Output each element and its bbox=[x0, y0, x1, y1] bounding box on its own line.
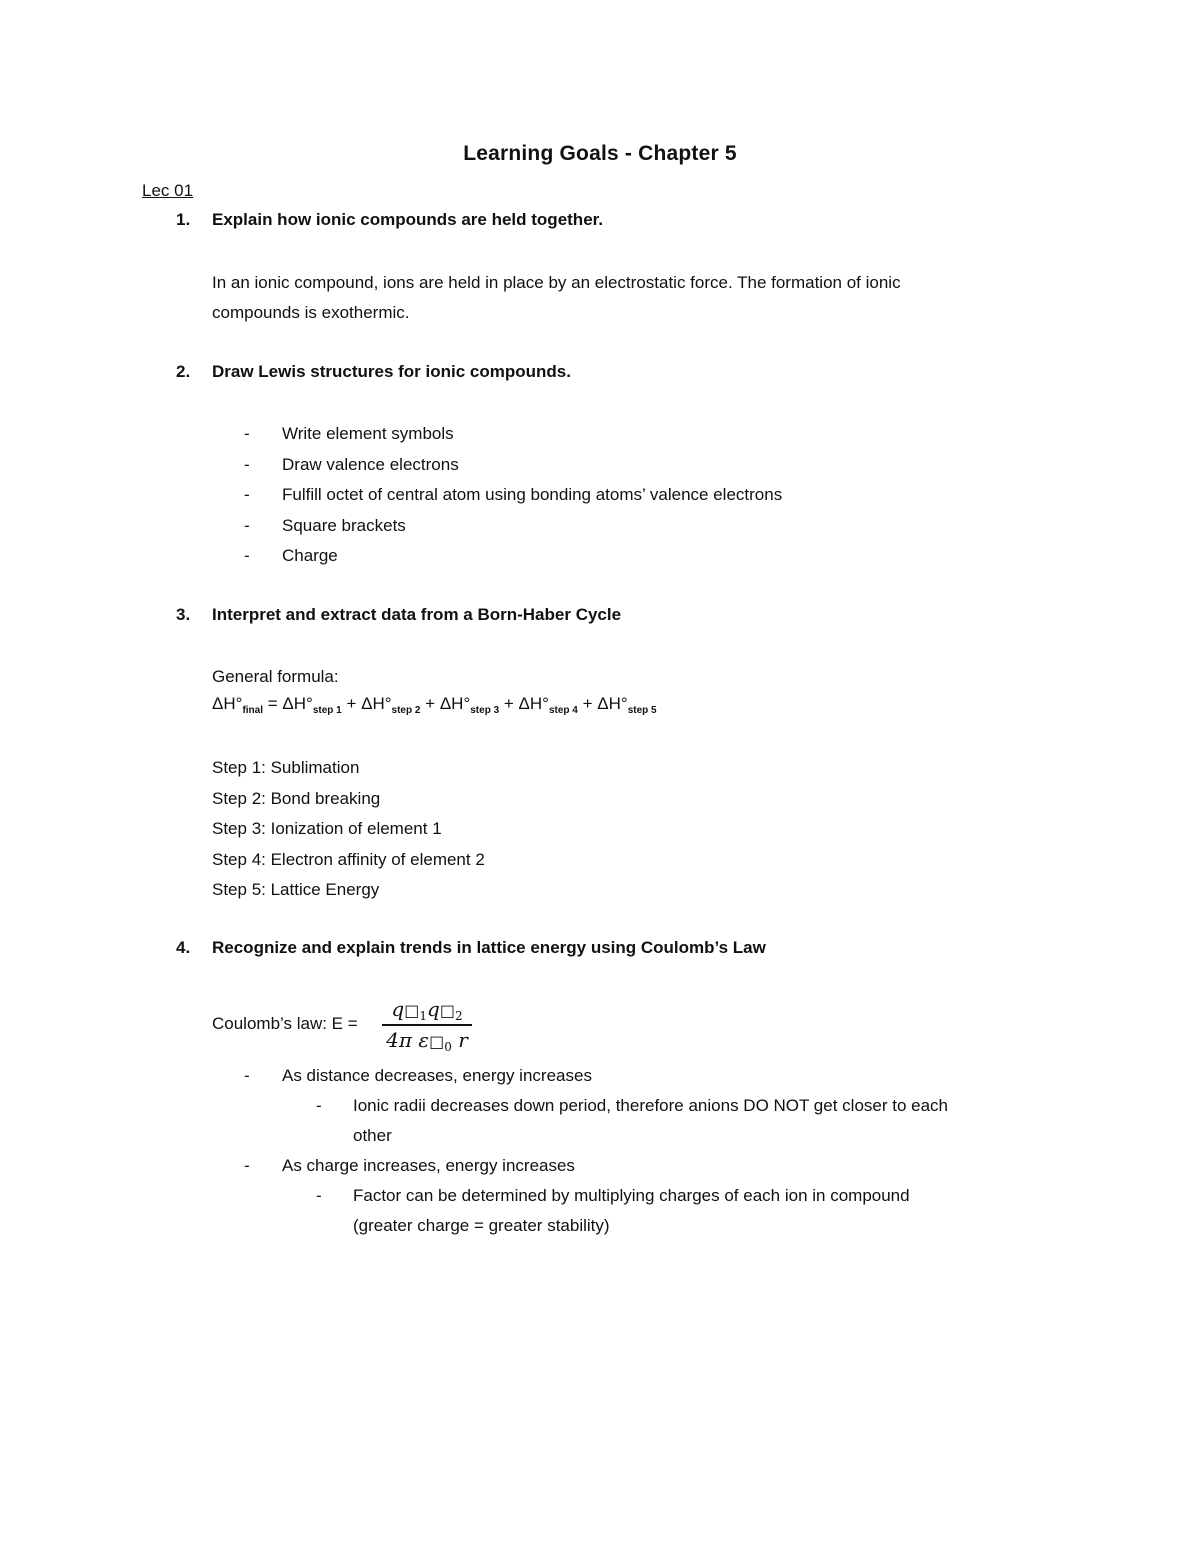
formula-sub: step 1 bbox=[312, 705, 342, 716]
list-item bbox=[244, 541, 782, 572]
list-item-text: Square brackets bbox=[282, 515, 406, 535]
list-item: Step 2: Bond breaking bbox=[212, 788, 381, 808]
list-item bbox=[244, 1061, 592, 1092]
subbullet-line: other bbox=[353, 1126, 392, 1145]
coulomb-subbullet-1 bbox=[316, 1091, 1056, 1151]
list-item bbox=[244, 480, 782, 511]
goal-text: Draw Lewis structures for ionic compounds. bbox=[212, 362, 571, 381]
var-r: r bbox=[458, 1027, 468, 1052]
coulomb-label: Coulomb’s law: E = bbox=[212, 1014, 358, 1033]
fraction-denominator bbox=[382, 1028, 472, 1054]
subbullet-line: (greater charge = greater stability) bbox=[353, 1216, 610, 1235]
list-item: Step 1: Sublimation bbox=[212, 758, 360, 777]
goal-number: 3. bbox=[176, 605, 191, 624]
list-item bbox=[244, 1151, 575, 1182]
lewis-steps-list bbox=[244, 419, 782, 572]
formula-term: ΔH° bbox=[282, 694, 313, 713]
goal-text: Recognize and explain trends in lattice energy using Coulomb’s Law bbox=[212, 938, 766, 957]
formula-sub: step 5 bbox=[627, 705, 657, 716]
subscript: 0 bbox=[444, 1039, 452, 1054]
goal-text: Interpret and extract data from a Born-Haber Cycle bbox=[212, 605, 622, 624]
formula-lhs: ΔH° bbox=[212, 694, 243, 713]
list-item bbox=[244, 450, 782, 481]
page-title: Learning Goals - Chapter 5 bbox=[463, 142, 737, 165]
formula-eq: = bbox=[263, 694, 283, 713]
coulomb-bullet-2 bbox=[244, 1151, 575, 1182]
formula-plus: + bbox=[499, 694, 519, 713]
goal-4-heading bbox=[176, 938, 766, 958]
goal-number: 2. bbox=[176, 362, 191, 381]
dash-marker: - bbox=[316, 1186, 322, 1205]
formula-term: ΔH° bbox=[361, 694, 392, 713]
subbullet-line: Ionic radii decreases down period, therefore anions DO NOT get closer to each bbox=[353, 1096, 948, 1115]
list-item-text: Charge bbox=[282, 546, 338, 565]
goal-2-heading bbox=[176, 362, 571, 382]
dash-marker: - bbox=[244, 454, 250, 474]
fraction-numerator bbox=[382, 997, 472, 1023]
paragraph-line: compounds is exothermic. bbox=[212, 303, 410, 322]
list-item-text: As charge increases, energy increases bbox=[282, 1156, 575, 1175]
goal-3-heading bbox=[176, 605, 621, 625]
lecture-label: Lec 01 bbox=[142, 181, 194, 200]
list-item-text: Write element symbols bbox=[282, 424, 454, 443]
formula-sub: step 3 bbox=[470, 705, 500, 716]
formula-label: General formula: bbox=[212, 667, 339, 686]
formula-term: ΔH° bbox=[518, 694, 549, 713]
subbullet-line: Factor can be determined by multiplying charges of each ion in compound bbox=[353, 1186, 910, 1205]
formula-sub: step 2 bbox=[391, 705, 421, 716]
list-item-text: Fulfill octet of central atom using bonding atoms’ valence electrons bbox=[282, 485, 783, 504]
goal-number: 4. bbox=[176, 938, 191, 957]
dash-marker: - bbox=[244, 515, 250, 535]
coulomb-subbullet-2 bbox=[316, 1181, 1056, 1241]
list-item-text: As distance decreases, energy increases bbox=[282, 1066, 592, 1085]
fraction-bar bbox=[382, 1024, 472, 1026]
goal-number: 1. bbox=[176, 210, 191, 229]
formula-plus: + bbox=[577, 694, 598, 713]
dash-marker: - bbox=[244, 546, 250, 565]
subscript: 2 bbox=[454, 1009, 463, 1023]
const-four: 4 bbox=[386, 1027, 399, 1052]
list-item bbox=[244, 419, 782, 450]
goal-1-paragraph bbox=[212, 268, 1062, 328]
list-item bbox=[244, 511, 782, 542]
dash-marker: - bbox=[316, 1096, 322, 1115]
formula-sub: final bbox=[242, 705, 263, 716]
paragraph-line: In an ionic compound, ions are held in place by an electrostatic force. The formation of ionic bbox=[212, 273, 901, 292]
placeholder-box: □ bbox=[439, 1001, 455, 1020]
dash-marker: - bbox=[244, 1066, 250, 1085]
born-haber-steps bbox=[212, 753, 485, 906]
goal-1-heading bbox=[176, 210, 603, 230]
const-pi: π bbox=[398, 1027, 413, 1052]
formula-term: ΔH° bbox=[597, 694, 628, 713]
list-item-text: Draw valence electrons bbox=[282, 454, 459, 474]
list-item: Step 3: Ionization of element 1 bbox=[212, 819, 442, 838]
var-q: q bbox=[391, 997, 405, 1021]
born-haber-formula bbox=[212, 694, 657, 716]
subscript: 1 bbox=[419, 1009, 427, 1023]
formula-plus: + bbox=[341, 694, 362, 713]
var-q: q bbox=[427, 997, 440, 1021]
dash-marker: - bbox=[244, 1156, 250, 1175]
var-epsilon: ε bbox=[418, 1027, 430, 1052]
formula-plus: + bbox=[420, 694, 440, 713]
formula-term: ΔH° bbox=[439, 694, 471, 713]
dash-marker: - bbox=[244, 424, 250, 443]
dash-marker: - bbox=[244, 485, 250, 504]
coulomb-fraction bbox=[382, 997, 472, 1054]
coulomb-bullet-1 bbox=[244, 1061, 592, 1092]
placeholder-box: □ bbox=[404, 1001, 420, 1020]
formula-sub: step 4 bbox=[548, 705, 578, 716]
placeholder-box: □ bbox=[429, 1031, 445, 1051]
goal-text: Explain how ionic compounds are held together. bbox=[212, 210, 604, 229]
list-item: Step 5: Lattice Energy bbox=[212, 880, 380, 899]
list-item: Step 4: Electron affinity of element 2 bbox=[212, 849, 485, 869]
